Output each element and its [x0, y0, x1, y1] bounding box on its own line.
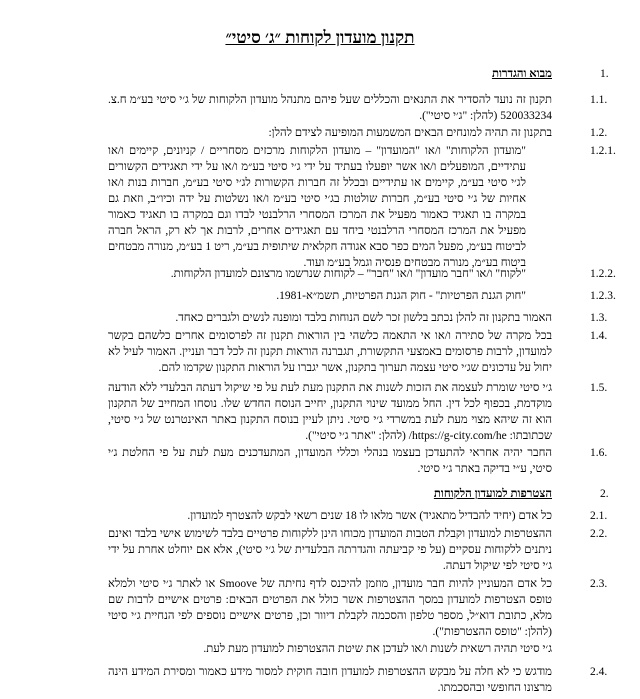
clause-number: 2.3.: [590, 578, 608, 590]
clause-text: כל אדם המעוניין להיות חבר מועדון, מוזמן להיכנס לדף נחיתה של Smoove או לאתר ג׳י סיטי ולמלא טופס הצטרפות למועדון במסך ההצטרפות אשר כולל את הפרטים הבאים: פרטים אישיים לרבות שם מלא, כתובת דוא״ל, מספר טלפון והסכמה לקבלת דיוור וכן, פרטים אישיים נוספים לפי הנחיית ג׳י סיטי (להלן: "טופס ההצטרפות").: [108, 578, 552, 638]
clause-number: 1.2.: [590, 127, 608, 139]
clause-text: "מועדון הלקוחות" ו/או "המועדון" – מועדון הלקוחות מרכזים מסחריים / קניונים, קיימים ו/או עתידיים, המופעלים ו/או אשר יופעלו בעתיד על ידי ג׳י סיטי בע״מ ו/או על ידי תאגידים הקשורים לג׳י סיטי בע״מ, קיימים או עתידיים ובכלל זה חברות הקשורות לג׳י סיטי בע״מ, חברות בנות ו/או אחיות של ג׳י סיטי בע״מ, חברות שולטות בג׳י סיטי בע״מ ו/או נשלטות על ידה וכיו״ב, וזאת גם במקרה בו תאגיד כאמור מפעיל את המרכז המסחרי הרלבנטי לבדו וגם במקרה בו תאגיד כאמור מפעיל את המרכז המסחרי הרלבנטי ביחד עם תאגידים אחרים, לרבות אך לא רק, הראל חברה לביטוח בע״מ, מפעל המים כפר סבא אגודה חקלאית שיתופית בע״מ, ריט 1 בע״מ, מנורה מבטחים ביטוח בע״מ, מנורה מבטחים פנסיה וגמל בע״מ ועוד.: [108, 145, 526, 269]
clause-number: 1.1.: [590, 94, 608, 106]
clause-text: תקנון זה נועד להסדיר את התנאים והכללים שעל פיהם מתנהל מועדון הלקוחות של ג׳י סיטי בע״מ ח.צ. 520033234 (להלן: "ג׳י סיטי").: [108, 94, 552, 122]
clause-number: 1.5.: [590, 382, 608, 394]
clause-text: בכל מקרה של סתירה ו/או אי התאמה כלשהי בין הוראות תקנון זה לפרסומים אחרים כלשהם בקשר למועדון, לרבות פרסומים באמצעי התקשורת, תגברנה הוראות תקנון זה לכל דבר ועניין. האמור לעיל לא יחול על עדכונים שג׳י סיטי עצמה תערוך בתקנון, אשר יגברו על הוראות התקנון שקדמו להם.: [108, 330, 552, 374]
section-number: 1.: [600, 68, 609, 80]
clause-text: "חוק הגנת הפרטיות" - חוק הגנת הפרטיות, תשמ״א-1981.: [276, 290, 526, 302]
clause-number: 2.4.: [590, 666, 608, 678]
clause-text: מודגש כי לא חלה על מבקש ההצטרפות למועדון חובה חוקית למסור מידע כאמור ומסירת המידע הינה מרצונו החופשי ובהסכמתו.: [108, 666, 552, 694]
section-number: 2.: [600, 488, 609, 500]
clause-text: ג׳י סיטי תהיה רשאית לשנות ו/או לעדכן את שיטת ההצטרפות למועדון מעת לעת.: [203, 643, 552, 655]
clause-number: 1.4.: [590, 330, 608, 342]
clause-number: 1.2.2.: [590, 268, 616, 280]
clause-text: האמור בתקנון זה להלן נכתב בלשון זכר לשם הנוחות בלבד ומופנה לנשים ולגברים כאחד.: [175, 312, 552, 324]
clause-text: "לקוח" ו/או "חבר מועדון" ו/או "חבר" – לקוחות שנרשמו מרצונם למועדון הלקוחות.: [170, 268, 526, 280]
clause-number: 1.6.: [590, 447, 608, 459]
clause-text: ג׳י סיטי שומרת לעצמה את הזכות לשנות את התקנון מעת לעת על פי שיקול דעתה הבלעדי ללא הודעה מוקדמת, בכפוף לכל דין. החל ממועד שינוי התקנון, יחייב הנוסח החדש שלו. נוסחו המחייב של התקנון הוא זה שיהא מצוי מעת לעת במשרדי ג׳י סיטי. ניתן לעיין בנוסח התקנון באתר האינטרנט של ג׳י סיטי, שכתובתו: https://g-city.com/he/ (להלן: "אתר ג׳י סיטי").: [108, 382, 552, 442]
clause-text: כל אדם (יחיד להבדיל מתאגיד) אשר מלאו לו 18 שנים רשאי לבקש להצטרף למועדון.: [187, 510, 552, 522]
clause-number: 1.2.1.: [590, 145, 616, 157]
clause-number: 2.2.: [590, 528, 608, 540]
clause-number: 1.3.: [590, 312, 608, 324]
clause-text: ההצטרפות למועדון וקבלת הטבות המועדון מכוחו הינן ללקוחות פרטיים בלבד לשימוש אישי בלבד ואינם ניתנים ללקוחות עסקיים (על פי קביעתה והגדרתה הבלעדית של ג׳י סיטי), אלא אם יוחלט אחרת על ידי ג׳י סיטי לפי שיקול דעתה.: [108, 528, 552, 572]
section-heading: מבוא והגדרות: [491, 68, 552, 80]
document-title: תקנון מועדון לקוחות ״ג׳ סיטי״: [225, 28, 415, 47]
clause-text: החבר יהיה אחראי להתעדכן בעצמו בנהלי וכללי המועדון, המתעדכנים מעת לעת על פי החלטת ג׳י סיטי, ע״י בדיקה באתר ג׳י סיטי.: [108, 447, 552, 475]
section-heading: הצטרפות למועדון הלקוחות: [433, 488, 552, 500]
clause-number: 1.2.3.: [590, 290, 616, 302]
clause-text: בתקנון זה תהיה למונחים הבאים המשמעות המופיעה לצידם להלן:: [268, 127, 552, 139]
clause-number: 2.1.: [590, 510, 608, 522]
